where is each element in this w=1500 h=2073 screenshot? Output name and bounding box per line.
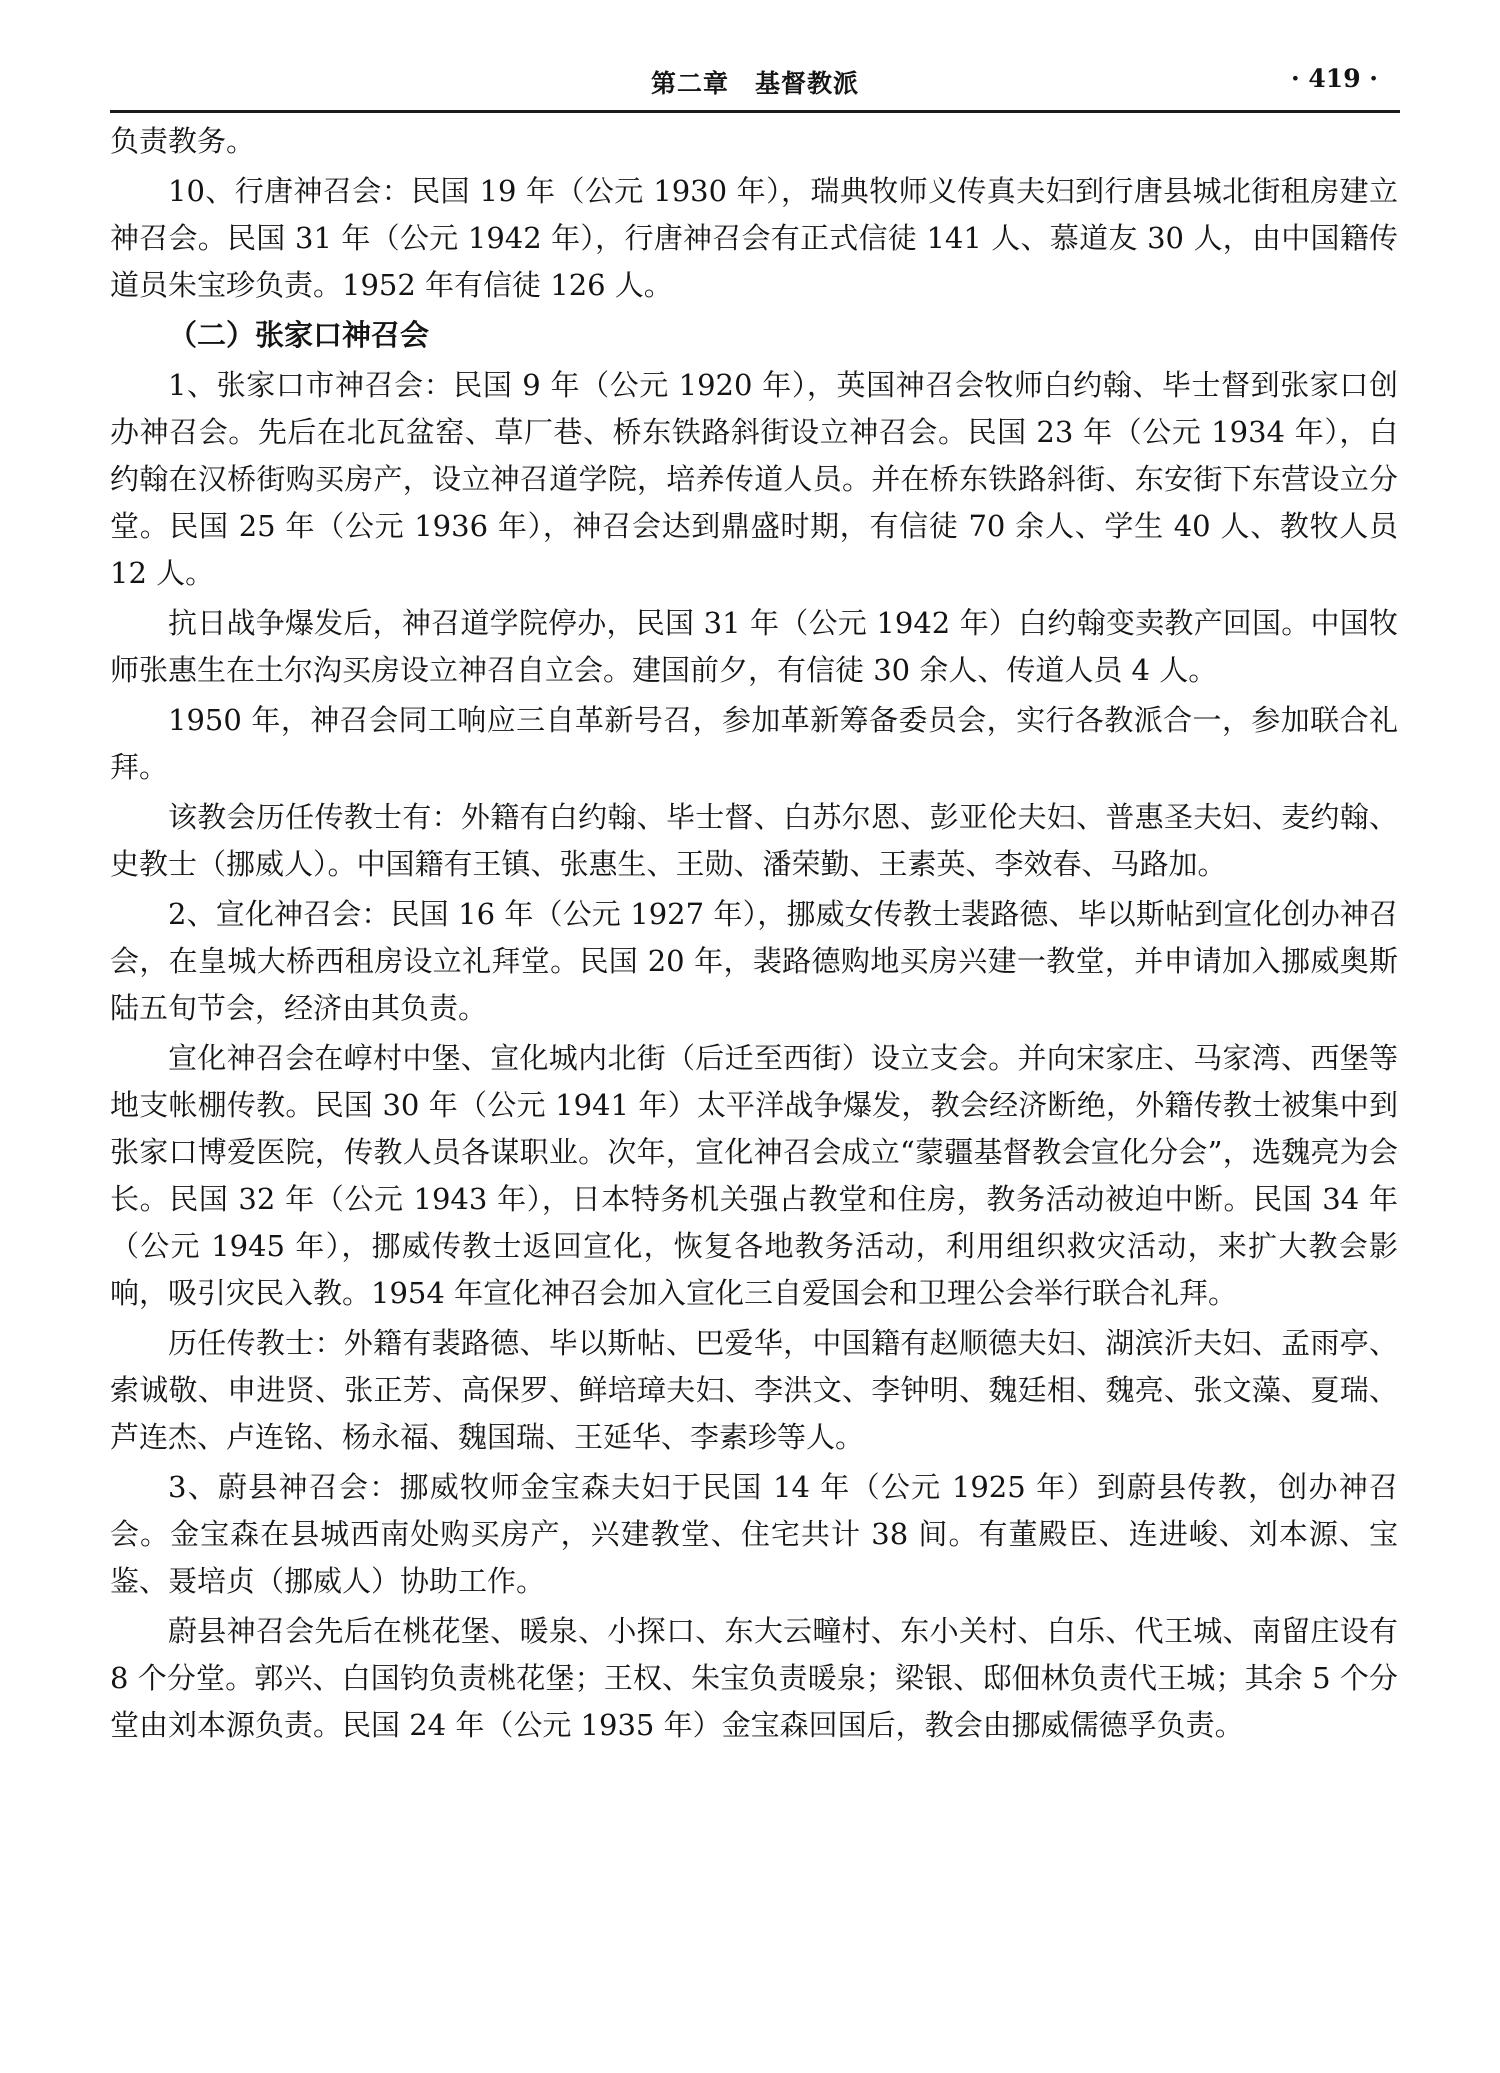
paragraph-yuxian-branches: 蔚县神召会先后在桃花堡、暖泉、小探口、东大云疃村、东小关村、白乐、代王城、南留庄设有 8 个分堂。郭兴、白国钧负责桃花堡；王权、朱宝负责暖泉；梁银、邸佃林负责代王城；其余 5 个分堂由刘本源负责。民国 24 年（公元 1935 年）金宝森回国后，教会由挪威儒德孚负责。 xyxy=(110,1614,1398,1742)
paragraph-1950: 1950 年，神召会同工响应三自革新号召，参加革新筹备委员会，实行各教派合一，参加联合礼拜。 xyxy=(110,703,1398,784)
chapter-title: 第二章 基督教派 xyxy=(650,69,859,98)
paragraph-continuation: 负责教务。 xyxy=(110,124,256,158)
paragraph-missionaries-zjk: 该教会历任传教士有：外籍有白约翰、毕士督、白苏尔恩、彭亚伦夫妇、普惠圣夫妇、麦约翰、史教士（挪威人）。中国籍有王镇、张惠生、王勋、潘荣勤、王素英、李效春、马路加。 xyxy=(110,800,1398,881)
body-text xyxy=(110,118,1398,1749)
header-rule xyxy=(110,110,1400,113)
paragraph-missionaries-xuanhua: 历任传教士：外籍有裴路德、毕以斯帖、巴爱华，中国籍有赵顺德夫妇、湖滨沂夫妇、孟雨亭、索诚敬、申进贤、张正芳、高保罗、鲜培璋夫妇、李洪文、李钟明、魏廷相、魏亮、张文藻、夏瑞、芦连杰、卢连铭、杨永福、魏国瑞、王延华、李素珍等人。 xyxy=(110,1326,1398,1454)
page-number: · 419 · xyxy=(1291,64,1378,93)
section-heading: （二）张家口神召会 xyxy=(168,318,430,352)
paragraph-xuanhua: 2、宣化神召会：民国 16 年（公元 1927 年），挪威女传教士裴路德、毕以斯帖到宣化创办神召会，在皇城大桥西租房设立礼拜堂。民国 20 年，裴路德购地买房兴建一教堂，并申请加入挪威奥斯陆五旬节会，经济由其负责。 xyxy=(110,897,1398,1025)
paragraph-xuanhua-branches: 宣化神召会在崞村中堡、宣化城内北街（后迁至西街）设立支会。并向宋家庄、马家湾、西堡等地支帐棚传教。民国 30 年（公元 1941 年）太平洋战争爆发，教会经济断绝，外籍传教士被集中到张家口博爱医院，传教人员各谋职业。次年，宣化神召会成立“蒙疆基督教会宣化分会”，选魏亮为会长。民国 32 年（公元 1943 年），日本特务机关强占教堂和住房，教务活动被迫中断。民国 34 年（公元 1945 年），挪威传教士返回宣化，恢复各地教务活动，利用组织救灾活动，来扩大教会影响，吸引灾民入教。1954 年宣化神召会加入宣化三自爱国会和卫理公会举行联合礼拜。 xyxy=(110,1041,1398,1310)
paragraph-xingtang: 10、行唐神召会：民国 19 年（公元 1930 年），瑞典牧师义传真夫妇到行唐县城北街租房建立神召会。民国 31 年（公元 1942 年），行唐神召会有正式信徒 141 人、慕道友 30 人，由中国籍传道员朱宝珍负责。1952 年有信徒 126 人。 xyxy=(110,174,1398,302)
paragraph-yuxian: 3、蔚县神召会：挪威牧师金宝森夫妇于民国 14 年（公元 1925 年）到蔚县传教，创办神召会。金宝森在县城西南处购买房产，兴建教堂、住宅共计 38 间。有董殿臣、连进峻、刘本源、宝鉴、聂培贞（挪威人）协助工作。 xyxy=(110,1470,1398,1598)
paragraph-zhangjiakou: 1、张家口市神召会：民国 9 年（公元 1920 年），英国神召会牧师白约翰、毕士督到张家口创办神召会。先后在北瓦盆窑、草厂巷、桥东铁路斜街设立神召会。民国 23 年（公元 1934 年），白约翰在汉桥街购买房产，设立神召道学院，培养传道人员。并在桥东铁路斜街、东安街下东营设立分堂。民国 25 年（公元 1936 年），神召会达到鼎盛时期，有信徒 70 余人、学生 40 人、教牧人员 12 人。 xyxy=(110,368,1398,590)
running-header xyxy=(110,58,1400,108)
paragraph-war: 抗日战争爆发后，神召道学院停办，民国 31 年（公元 1942 年）白约翰变卖教产回国。中国牧师张惠生在土尔沟买房设立神召自立会。建国前夕，有信徒 30 余人、传道人员 4 人。 xyxy=(110,606,1398,687)
